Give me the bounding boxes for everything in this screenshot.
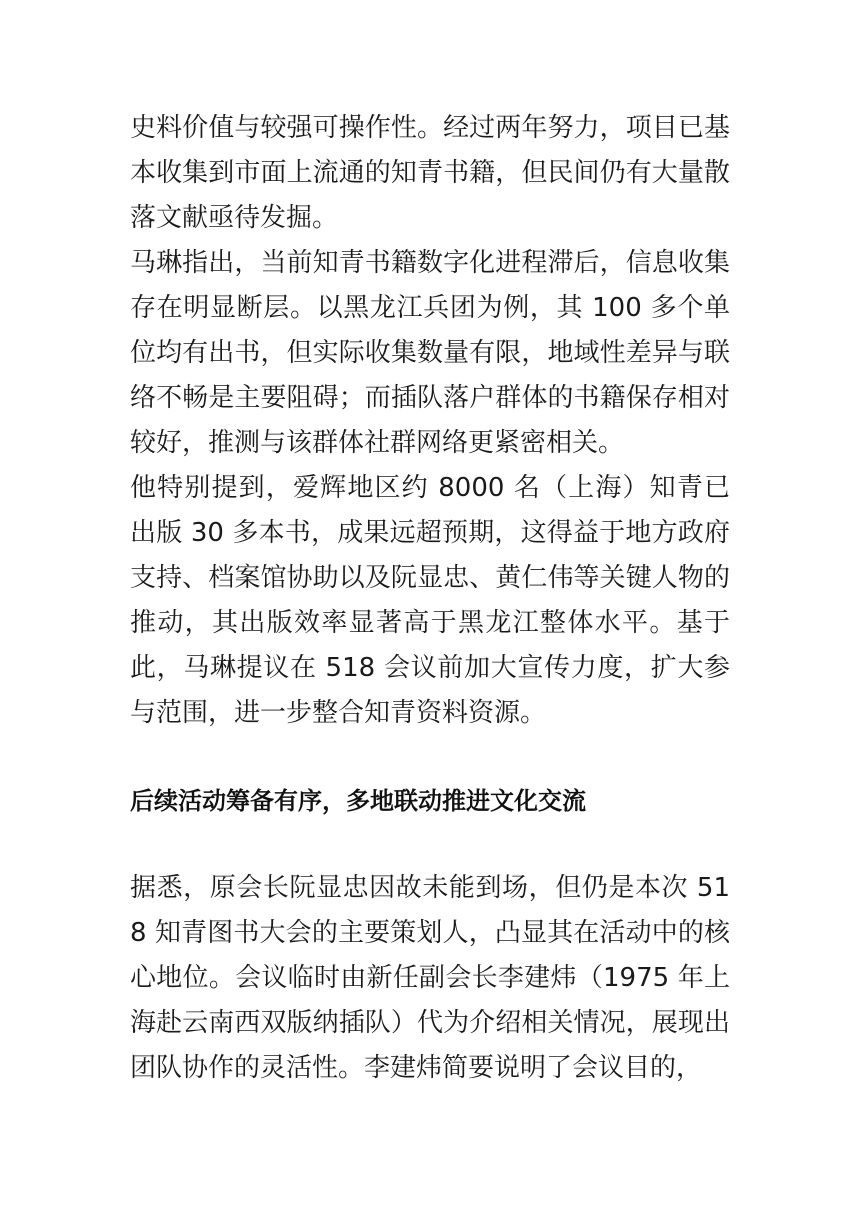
paragraph-aihui-publications: 他特别提到，爱辉地区约 8000 名（上海）知青已出版 30 多本书，成果远超预期，这得益于地方政府支持、档案馆协助以及阮显忠、黄仁伟等关键人物的推动，其出版效率显著高于黑龙江整体水平。基于此，马琳提议在 518 会议前加大宣传力度，扩大参与范围，进一步整合知青资料资源。 xyxy=(130,473,730,728)
article-body xyxy=(130,106,730,1091)
paragraph-conference-organizers: 据悉，原会长阮显忠因故未能到场，但仍是本次 518 知青图书大会的主要策划人，凸显其在活动中的核心地位。会议临时由新任副会长李建炜（1975 年上海赴云南西双版纳插队）代为介绍相关情况，展现出团队协作的灵活性。李建炜简要说明了会议目的， xyxy=(130,873,730,1083)
spacer xyxy=(130,736,730,781)
section-heading: 后续活动筹备有序，多地联动推进文化交流 xyxy=(130,787,586,815)
paragraph-malin-digitization: 马琳指出，当前知青书籍数字化进程滞后，信息收集存在明显断层。以黑龙江兵团为例，其 100 多个单位均有出书，但实际收集数量有限，地域性差异与联络不畅是主要阻碍；而插队落户群体的书籍保存相对较好，推测与该群体社群网络更紧密相关。 xyxy=(130,248,730,458)
spacer xyxy=(130,821,730,866)
paragraph-archive-progress: 史料价值与较强可操作性。经过两年努力，项目已基本收集到市面上流通的知青书籍，但民间仍有大量散落文献亟待发掘。 xyxy=(130,113,730,233)
